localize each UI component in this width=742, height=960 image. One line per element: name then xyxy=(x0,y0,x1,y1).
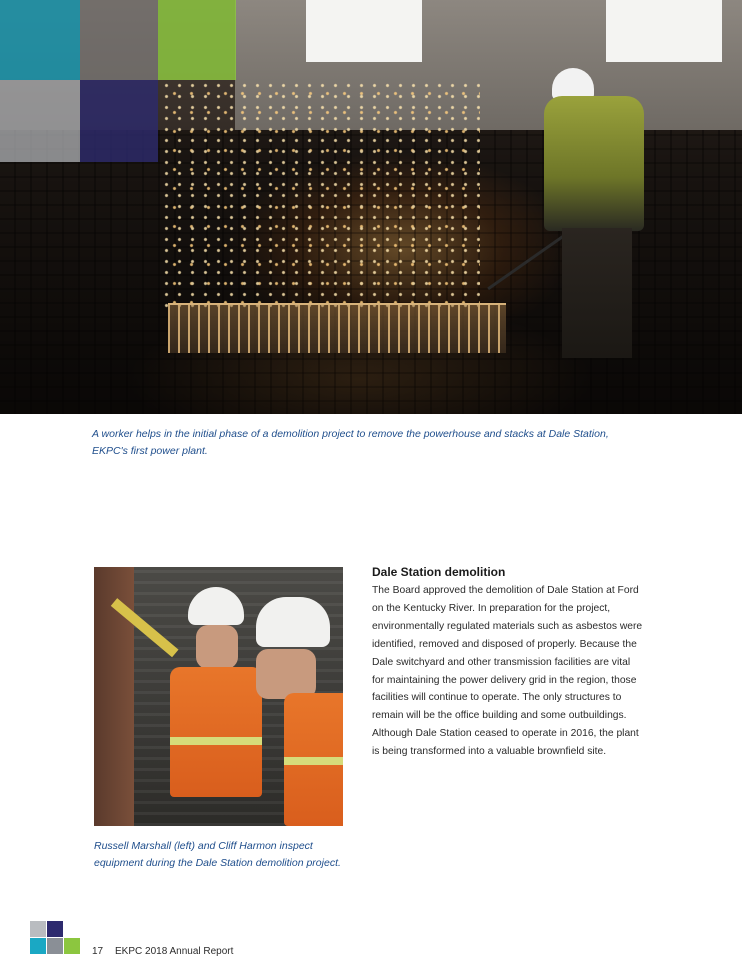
photo-worker xyxy=(538,68,658,358)
photo-person-right xyxy=(244,597,343,826)
article-title: Dale Station demolition xyxy=(372,565,506,579)
worker-legs xyxy=(562,228,632,358)
hero-photo-caption: A worker helps in the initial phase of a demolition project to remove the powerhouse and stacks at Dale Station, EKPC's first power plant. xyxy=(92,428,609,457)
photo-window xyxy=(306,0,422,62)
report-title: EKPC 2018 Annual Report xyxy=(115,946,234,957)
photo-sparks xyxy=(160,80,480,310)
inspection-photo xyxy=(94,567,343,826)
footer-mosaic-teal xyxy=(30,938,46,954)
article-body: The Board approved the demolition of Dale Station at Ford on the Kentucky River. In preparation for the project, environmentally regulated materials such as asbestos were identified, removed and disposed of properly. Because the Dale switchyard and other transmission facilities are vital for maintaining the power delivery grid in the region, those facilities will continue to operate. The only structures to remain will be the office building and some outbuildings. Although Dale Station ceased to operate in 2016, the plant is being transformed into a valuable brownfield site. xyxy=(372,585,643,758)
mosaic-tile-green xyxy=(158,0,236,80)
person-face xyxy=(196,625,238,669)
mosaic-tile-navy xyxy=(80,80,158,162)
person-face xyxy=(256,649,316,699)
footer-mosaic-light-gray xyxy=(30,921,46,937)
page-number: 17 xyxy=(92,946,104,957)
footer-mosaic-navy xyxy=(47,921,63,937)
footer-mosaic-green xyxy=(64,938,80,954)
footer-mosaic-gray xyxy=(47,938,63,954)
photo-grate xyxy=(168,303,506,353)
hard-hat-icon xyxy=(256,597,330,647)
mosaic-tile-gray xyxy=(80,0,158,80)
photo-window xyxy=(606,0,722,62)
reflective-stripe xyxy=(284,757,343,765)
mosaic-tile-teal xyxy=(0,0,80,80)
inspection-photo-caption: Russell Marshall (left) and Cliff Harmon inspect equipment during the Dale Station demolition project. xyxy=(94,840,341,869)
hard-hat-icon xyxy=(188,587,244,625)
safety-vest xyxy=(544,96,644,231)
hero-photo xyxy=(0,0,742,414)
mosaic-tile-light-gray xyxy=(0,80,80,162)
